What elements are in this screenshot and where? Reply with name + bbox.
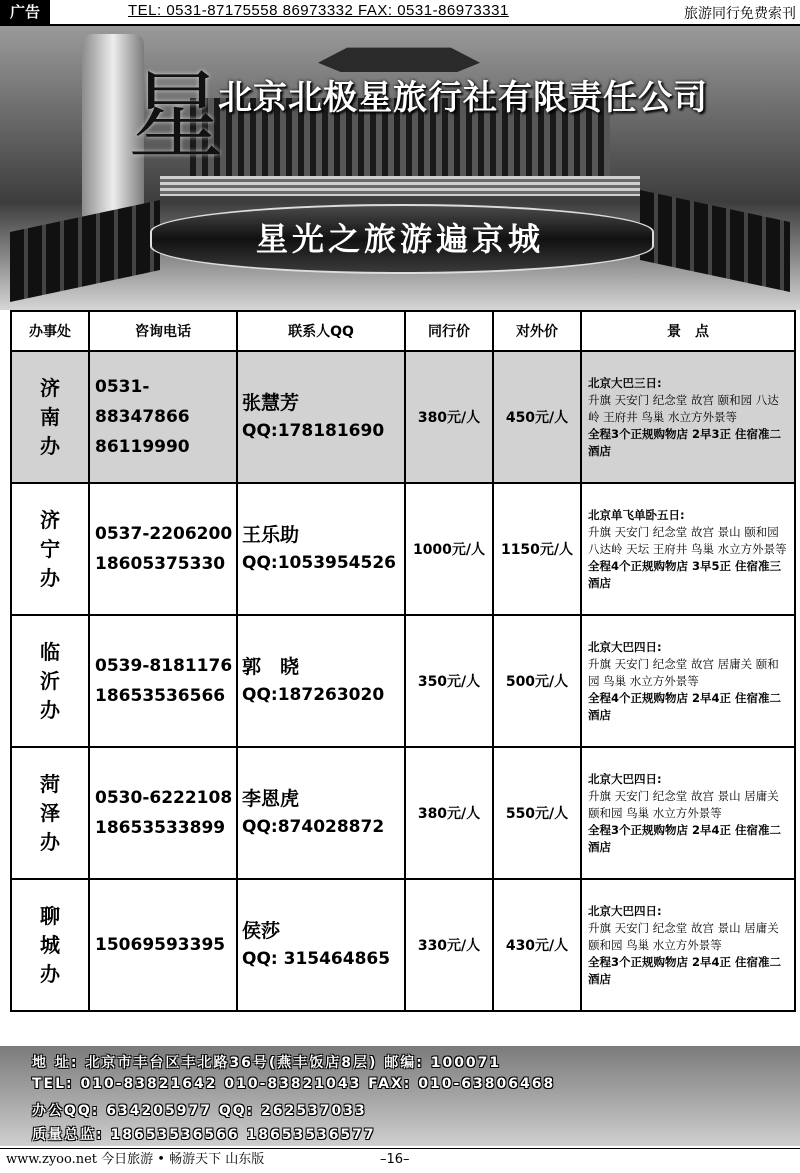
table-row (11, 483, 795, 615)
office-cell (11, 615, 89, 747)
phone-number: 18653536566 (95, 686, 226, 706)
public-price: 550元/人 (493, 747, 581, 879)
hero-banner (0, 26, 800, 310)
office-char: 济 (40, 507, 60, 532)
page-number: –16– (380, 1152, 410, 1167)
table-row (11, 351, 795, 483)
contact-qq: QQ:178181690 (242, 421, 385, 441)
sights-cell (581, 747, 795, 879)
page-footer (0, 1148, 800, 1173)
contact-name: 李恩虎 (242, 788, 300, 810)
route-note: 全程3个正规购物店 2早3正 住宿准二酒店 (588, 426, 782, 458)
route-spots: 升旗 天安门 纪念堂 故宫 颐和园 八达岭 王府井 鸟巢 水立方外景等 (588, 392, 779, 424)
route-title: 北京大巴四日: (588, 903, 662, 918)
quality-supervisor-line: 质量总监: 18653536566 18653536577 (32, 1127, 376, 1143)
contact-cell (237, 615, 405, 747)
phone-number: 0531-88347866 (95, 377, 190, 427)
route-title: 北京单飞单卧五日: (588, 507, 685, 522)
office-char: 聊 (40, 903, 60, 928)
palace-roof (318, 30, 480, 72)
public-price: 430元/人 (493, 879, 581, 1011)
phone-cell (89, 483, 237, 615)
phone-number: 86119990 (95, 437, 190, 457)
phone-number: 18653533899 (95, 818, 226, 838)
route-spots: 升旗 天安门 纪念堂 故宫 居庸关 颐和园 鸟巢 水立方外景等 (588, 656, 779, 688)
header-phone: 咨询电话 (89, 311, 237, 351)
table-row (11, 747, 795, 879)
route-note: 全程3个正规购物店 2早4正 住宿准二酒店 (588, 822, 782, 854)
public-price: 1150元/人 (493, 483, 581, 615)
public-price: 450元/人 (493, 351, 581, 483)
office-char: 宁 (40, 536, 60, 561)
table-row (11, 879, 795, 1011)
sights-cell (581, 879, 795, 1011)
trade-price: 330元/人 (405, 879, 493, 1011)
film-strip-left (10, 200, 160, 302)
office-char: 沂 (40, 668, 60, 693)
phone-number: 0539-8181176 (95, 656, 233, 676)
route-title: 北京大巴四日: (588, 639, 662, 654)
route-title: 北京大巴三日: (588, 375, 662, 390)
office-char: 临 (40, 639, 60, 664)
tel-fax-line: TEL: 010-83821642 010-83821043 FAX: 010-63806468 (32, 1076, 556, 1092)
header-trade-price: 同行价 (405, 311, 493, 351)
ad-tag: 广告 (0, 0, 50, 24)
table-header-row (11, 311, 795, 351)
sights-cell (581, 483, 795, 615)
route-note: 全程3个正规购物店 2早4正 住宿准二酒店 (588, 954, 782, 986)
office-char: 南 (40, 404, 60, 429)
phone-cell (89, 747, 237, 879)
phone-number: 0530-6222108 (95, 788, 233, 808)
film-strip-right (640, 190, 790, 292)
route-title: 北京大巴四日: (588, 771, 662, 786)
trade-price: 380元/人 (405, 351, 493, 483)
address-line: 地 址: 北京市丰台区丰北路36号(燕丰饭店8层) 邮编: 100071 (32, 1055, 502, 1071)
route-spots: 升旗 天安门 纪念堂 故宫 景山 颐和园 八达岭 天坛 王府井 鸟巢 水立方外景等 (588, 524, 787, 556)
header-office: 办事处 (11, 311, 89, 351)
company-name: 北京北极星旅行社有限责任公司 (218, 78, 708, 118)
phone-number: 0537-2206200 (95, 524, 233, 544)
route-note: 全程4个正规购物店 2早4正 住宿准二酒店 (588, 690, 782, 722)
office-char: 办 (40, 433, 60, 458)
slogan: 星光之旅游遍京城 (255, 220, 544, 258)
contact-qq: QQ:874028872 (242, 817, 385, 837)
publication-tagline: 旅游同行免费索刊 (684, 6, 796, 22)
office-char: 办 (40, 961, 60, 986)
header-contact: 联系人QQ (237, 311, 405, 351)
footer-site: www.zyoo.net 今日旅游 • 畅游天下 山东版 (6, 1152, 265, 1167)
office-char: 济 (40, 375, 60, 400)
header-sights: 景 点 (581, 311, 795, 351)
office-char: 办 (40, 829, 60, 854)
contact-cell (237, 879, 405, 1011)
route-spots: 升旗 天安门 纪念堂 故宫 景山 居庸关 颐和园 鸟巢 水立方外景等 (588, 788, 779, 820)
top-strip (0, 0, 800, 26)
office-char: 办 (40, 697, 60, 722)
company-info-band (0, 1046, 800, 1146)
contact-qq: QQ:1053954526 (242, 553, 396, 573)
trade-price: 350元/人 (405, 615, 493, 747)
phone-cell (89, 615, 237, 747)
contact-cell (237, 351, 405, 483)
route-spots: 升旗 天安门 纪念堂 故宫 景山 居庸关 颐和园 鸟巢 水立方外景等 (588, 920, 779, 952)
company-logo: 星 (128, 60, 224, 172)
office-char: 菏 (40, 771, 60, 796)
contact-name: 侯莎 (242, 920, 281, 942)
phone-cell (89, 879, 237, 1011)
trade-price: 1000元/人 (405, 483, 493, 615)
phone-cell (89, 351, 237, 483)
contact-qq: QQ:187263020 (242, 685, 385, 705)
office-char: 城 (40, 932, 60, 957)
office-qq-line: 办公QQ: 634205977 QQ: 262537033 (32, 1103, 367, 1119)
phone-number: 18605375330 (95, 554, 226, 574)
header-public-price: 对外价 (493, 311, 581, 351)
route-note: 全程4个正规购物店 3早5正 住宿准三酒店 (588, 558, 782, 590)
contact-cell (237, 483, 405, 615)
public-price: 500元/人 (493, 615, 581, 747)
contact-cell (237, 747, 405, 879)
contact-qq: QQ: 315464865 (242, 949, 391, 969)
contact-name: 郭 晓 (242, 656, 300, 678)
palace-steps (160, 176, 640, 196)
office-char: 泽 (40, 800, 60, 825)
office-cell (11, 483, 89, 615)
contact-name: 张慧芳 (242, 392, 300, 414)
table-row (11, 615, 795, 747)
contact-name: 王乐助 (242, 524, 300, 546)
sights-cell (581, 351, 795, 483)
trade-price: 380元/人 (405, 747, 493, 879)
office-cell (11, 351, 89, 483)
offices-table (10, 310, 796, 1012)
office-cell (11, 879, 89, 1011)
header-contact-line: TEL: 0531-87175558 86973332 FAX: 0531-86973331 (128, 2, 509, 19)
office-cell (11, 747, 89, 879)
office-char: 办 (40, 565, 60, 590)
sights-cell (581, 615, 795, 747)
phone-number: 15069593395 (95, 935, 226, 955)
